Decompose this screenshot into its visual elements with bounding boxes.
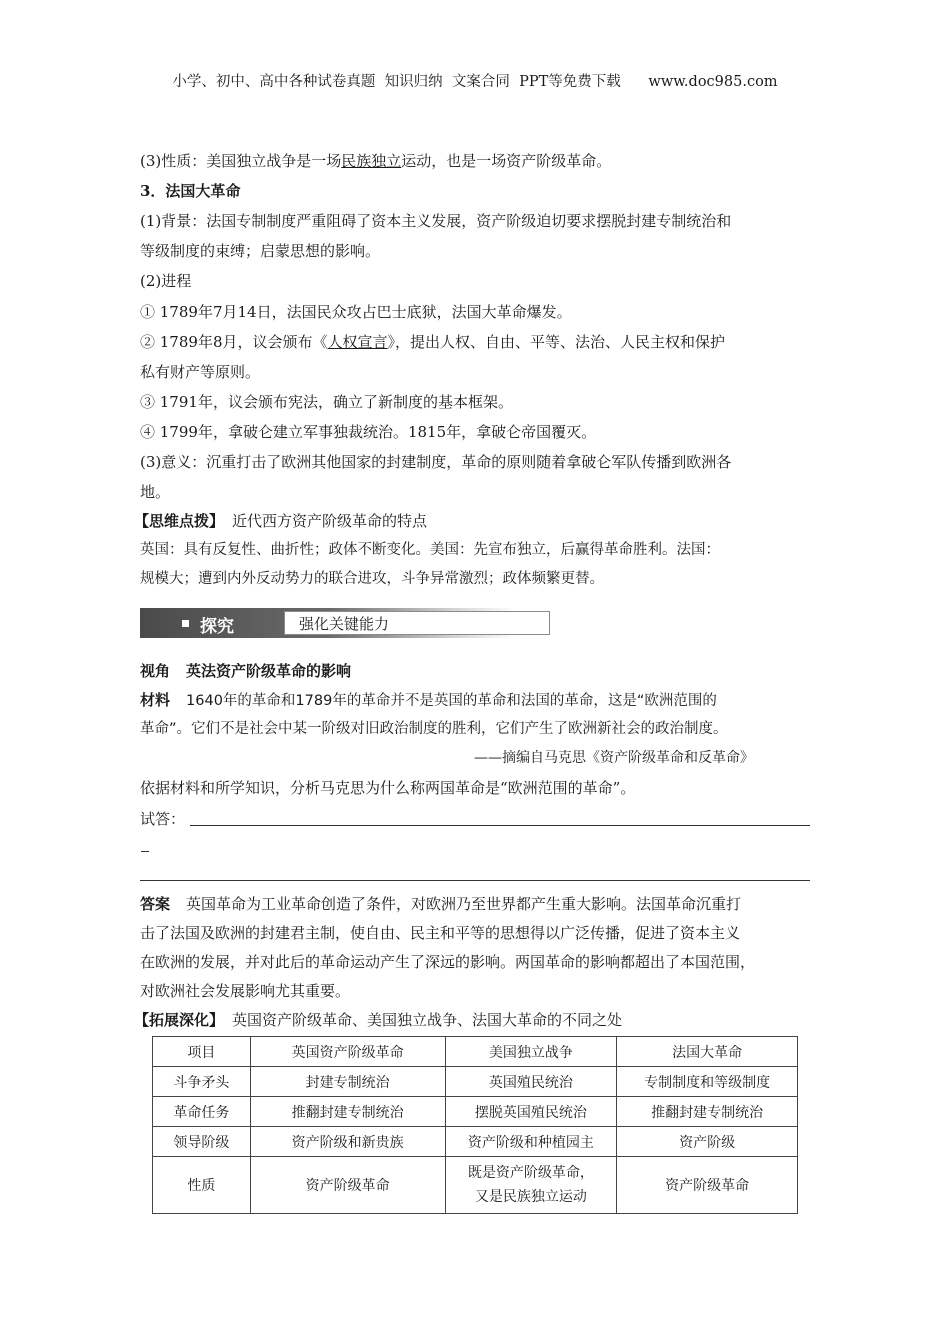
significance-line-2: 地。 — [140, 483, 171, 501]
page-header: 小学、初中、高中各种试卷真题 知识归纳 文案合同 PPT等免费下载 www.doc985.com — [172, 74, 778, 90]
table-header-cell: 英国资产阶级革命 — [250, 1037, 445, 1067]
significance-line-1: (3)意义：沉重打击了欧洲其他国家的封建制度，革命的原则随着拿破仑军队传播到欧洲各 — [140, 453, 732, 471]
banner-title: 探究 — [200, 617, 234, 637]
view-heading — [140, 660, 351, 682]
material-label: 材料 — [140, 691, 171, 709]
event-1: ① 1789年7月14日，法国民众攻占巴士底狱，法国大革命爆发。 — [140, 303, 572, 321]
nature-line — [140, 150, 611, 172]
underlined-term: 人权宣言 — [327, 333, 388, 351]
cell-line: 既是资产阶级革命， — [467, 1165, 594, 1181]
table-row — [153, 1157, 798, 1214]
extension-label: 【拓展深化】 — [134, 1011, 225, 1029]
section-heading: 3．法国大革命 — [140, 182, 241, 200]
table-cell: 斗争矛头 — [153, 1067, 251, 1097]
material-line-1 — [140, 689, 717, 712]
event-2 — [140, 331, 725, 353]
table-row — [153, 1097, 798, 1127]
table-cell: 领导阶级 — [153, 1127, 251, 1157]
table-cell: 资产阶级 — [617, 1127, 798, 1157]
cell-line: 又是民族独立运动 — [474, 1189, 587, 1205]
event-4: ④ 1799年，拿破仑建立军事独裁统治。1815年，拿破仑帝国覆灭。 — [140, 423, 597, 441]
material-text: 1640年的革命和1789年的革命并不是英国的革命和法国的革命，这是“欧洲范围的 — [186, 693, 717, 709]
table-cell: 英国殖民统治 — [445, 1067, 617, 1097]
table-cell — [445, 1157, 617, 1214]
tip-label: 【思维点拨】 — [134, 512, 225, 530]
background-line-2: 等级制度的束缚；启蒙思想的影响。 — [140, 242, 381, 260]
event-3: ③ 1791年，议会颁布宪法，确立了新制度的基本框架。 — [140, 393, 513, 411]
view-title: 英法资产阶级革命的影响 — [186, 662, 352, 680]
table-cell: 资产阶级和新贵族 — [250, 1127, 445, 1157]
table-header-cell: 美国独立战争 — [445, 1037, 617, 1067]
table-cell: 资产阶级革命 — [250, 1157, 445, 1214]
table-cell: 资产阶级革命 — [617, 1157, 798, 1214]
material-source: ——摘编自马克思《资产阶级革命和反革命》 — [474, 750, 754, 766]
background-line-1: (1)背景：法国专制制度严重阻碍了资本主义发展，资产阶级迫切要求摆脱封建专制统治和 — [140, 212, 732, 230]
banner-square-icon — [182, 620, 189, 627]
answer-line-3: 在欧洲的发展，并对此后的革命运动产生了深远的影响。两国革命的影响都超出了本国范围， — [140, 953, 756, 971]
thinking-line-2: 规模大；遭到内外反动势力的联合进攻，斗争异常激烈；政体频繁更替。 — [140, 571, 604, 587]
answer-label: 答案 — [140, 895, 171, 913]
table-cell: 摆脱英国殖民统治 — [445, 1097, 617, 1127]
event-2-cont: 私有财产等原则。 — [140, 363, 261, 381]
table-cell: 专制制度和等级制度 — [617, 1067, 798, 1097]
try-answer-label: 试答： — [140, 810, 186, 828]
table-cell: 推翻封建专制统治 — [250, 1097, 445, 1127]
extension-heading — [134, 1009, 622, 1031]
thinking-line-1: 英国：具有反复性、曲折性；政体不断变化。美国：先宣布独立，后赢得革命胜利。法国： — [140, 542, 720, 558]
table-cell: 推翻封建专制统治 — [617, 1097, 798, 1127]
banner-subtitle-box — [284, 611, 550, 635]
text: (3)性质：美国独立战争是一场 — [140, 152, 342, 170]
question: 依据材料和所学知识，分析马克思为什么称两国革命是“欧洲范围的革命”。 — [140, 779, 636, 797]
table-cell: 封建专制统治 — [250, 1067, 445, 1097]
answer-line-4: 对欧洲社会发展影响尤其重要。 — [140, 982, 351, 1000]
answer-blank-line-1[interactable] — [190, 825, 810, 826]
banner-subtitle: 强化关键能力 — [299, 615, 390, 633]
tip-title: 近代西方资产阶级革命的特点 — [232, 512, 428, 530]
answer-text: 英国革命为工业革命创造了条件，对欧洲乃至世界都产生重大影响。法国革命沉重打 — [186, 895, 742, 913]
table-cell: 资产阶级和种植园主 — [445, 1127, 617, 1157]
answer-blank-line-2[interactable] — [140, 880, 810, 881]
text: 》，提出人权、自由、平等、法治、人民主权和保护 — [387, 333, 726, 351]
underlined-term: 民族独立 — [341, 152, 402, 170]
extension-title: 英国资产阶级革命、美国独立战争、法国大革命的不同之处 — [232, 1011, 623, 1029]
progress-heading: (2)进程 — [140, 272, 192, 290]
table-row — [153, 1127, 798, 1157]
section-banner — [140, 608, 516, 638]
table-row — [153, 1067, 798, 1097]
table-header-cell: 项目 — [153, 1037, 251, 1067]
text: ② 1789年8月，议会颁布《 — [140, 333, 328, 351]
table-header-cell: 法国大革命 — [617, 1037, 798, 1067]
material-line-2: 革命”。它们不是社会中某一阶级对旧政治制度的胜利，它们产生了欧洲新社会的政治制度。 — [140, 721, 728, 737]
comparison-table — [152, 1036, 798, 1214]
table-cell: 革命任务 — [153, 1097, 251, 1127]
table-header-row — [153, 1037, 798, 1067]
view-label: 视角 — [140, 662, 171, 680]
thinking-tip — [134, 510, 427, 532]
answer-blank-dash — [141, 851, 149, 852]
answer-line-1 — [140, 893, 741, 915]
table-cell: 性质 — [153, 1157, 251, 1214]
answer-line-2: 击了法国及欧洲的封建君主制，使自由、民主和平等的思想得以广泛传播，促进了资本主义 — [140, 924, 741, 942]
text: 运动，也是一场资产阶级革命。 — [401, 152, 612, 170]
